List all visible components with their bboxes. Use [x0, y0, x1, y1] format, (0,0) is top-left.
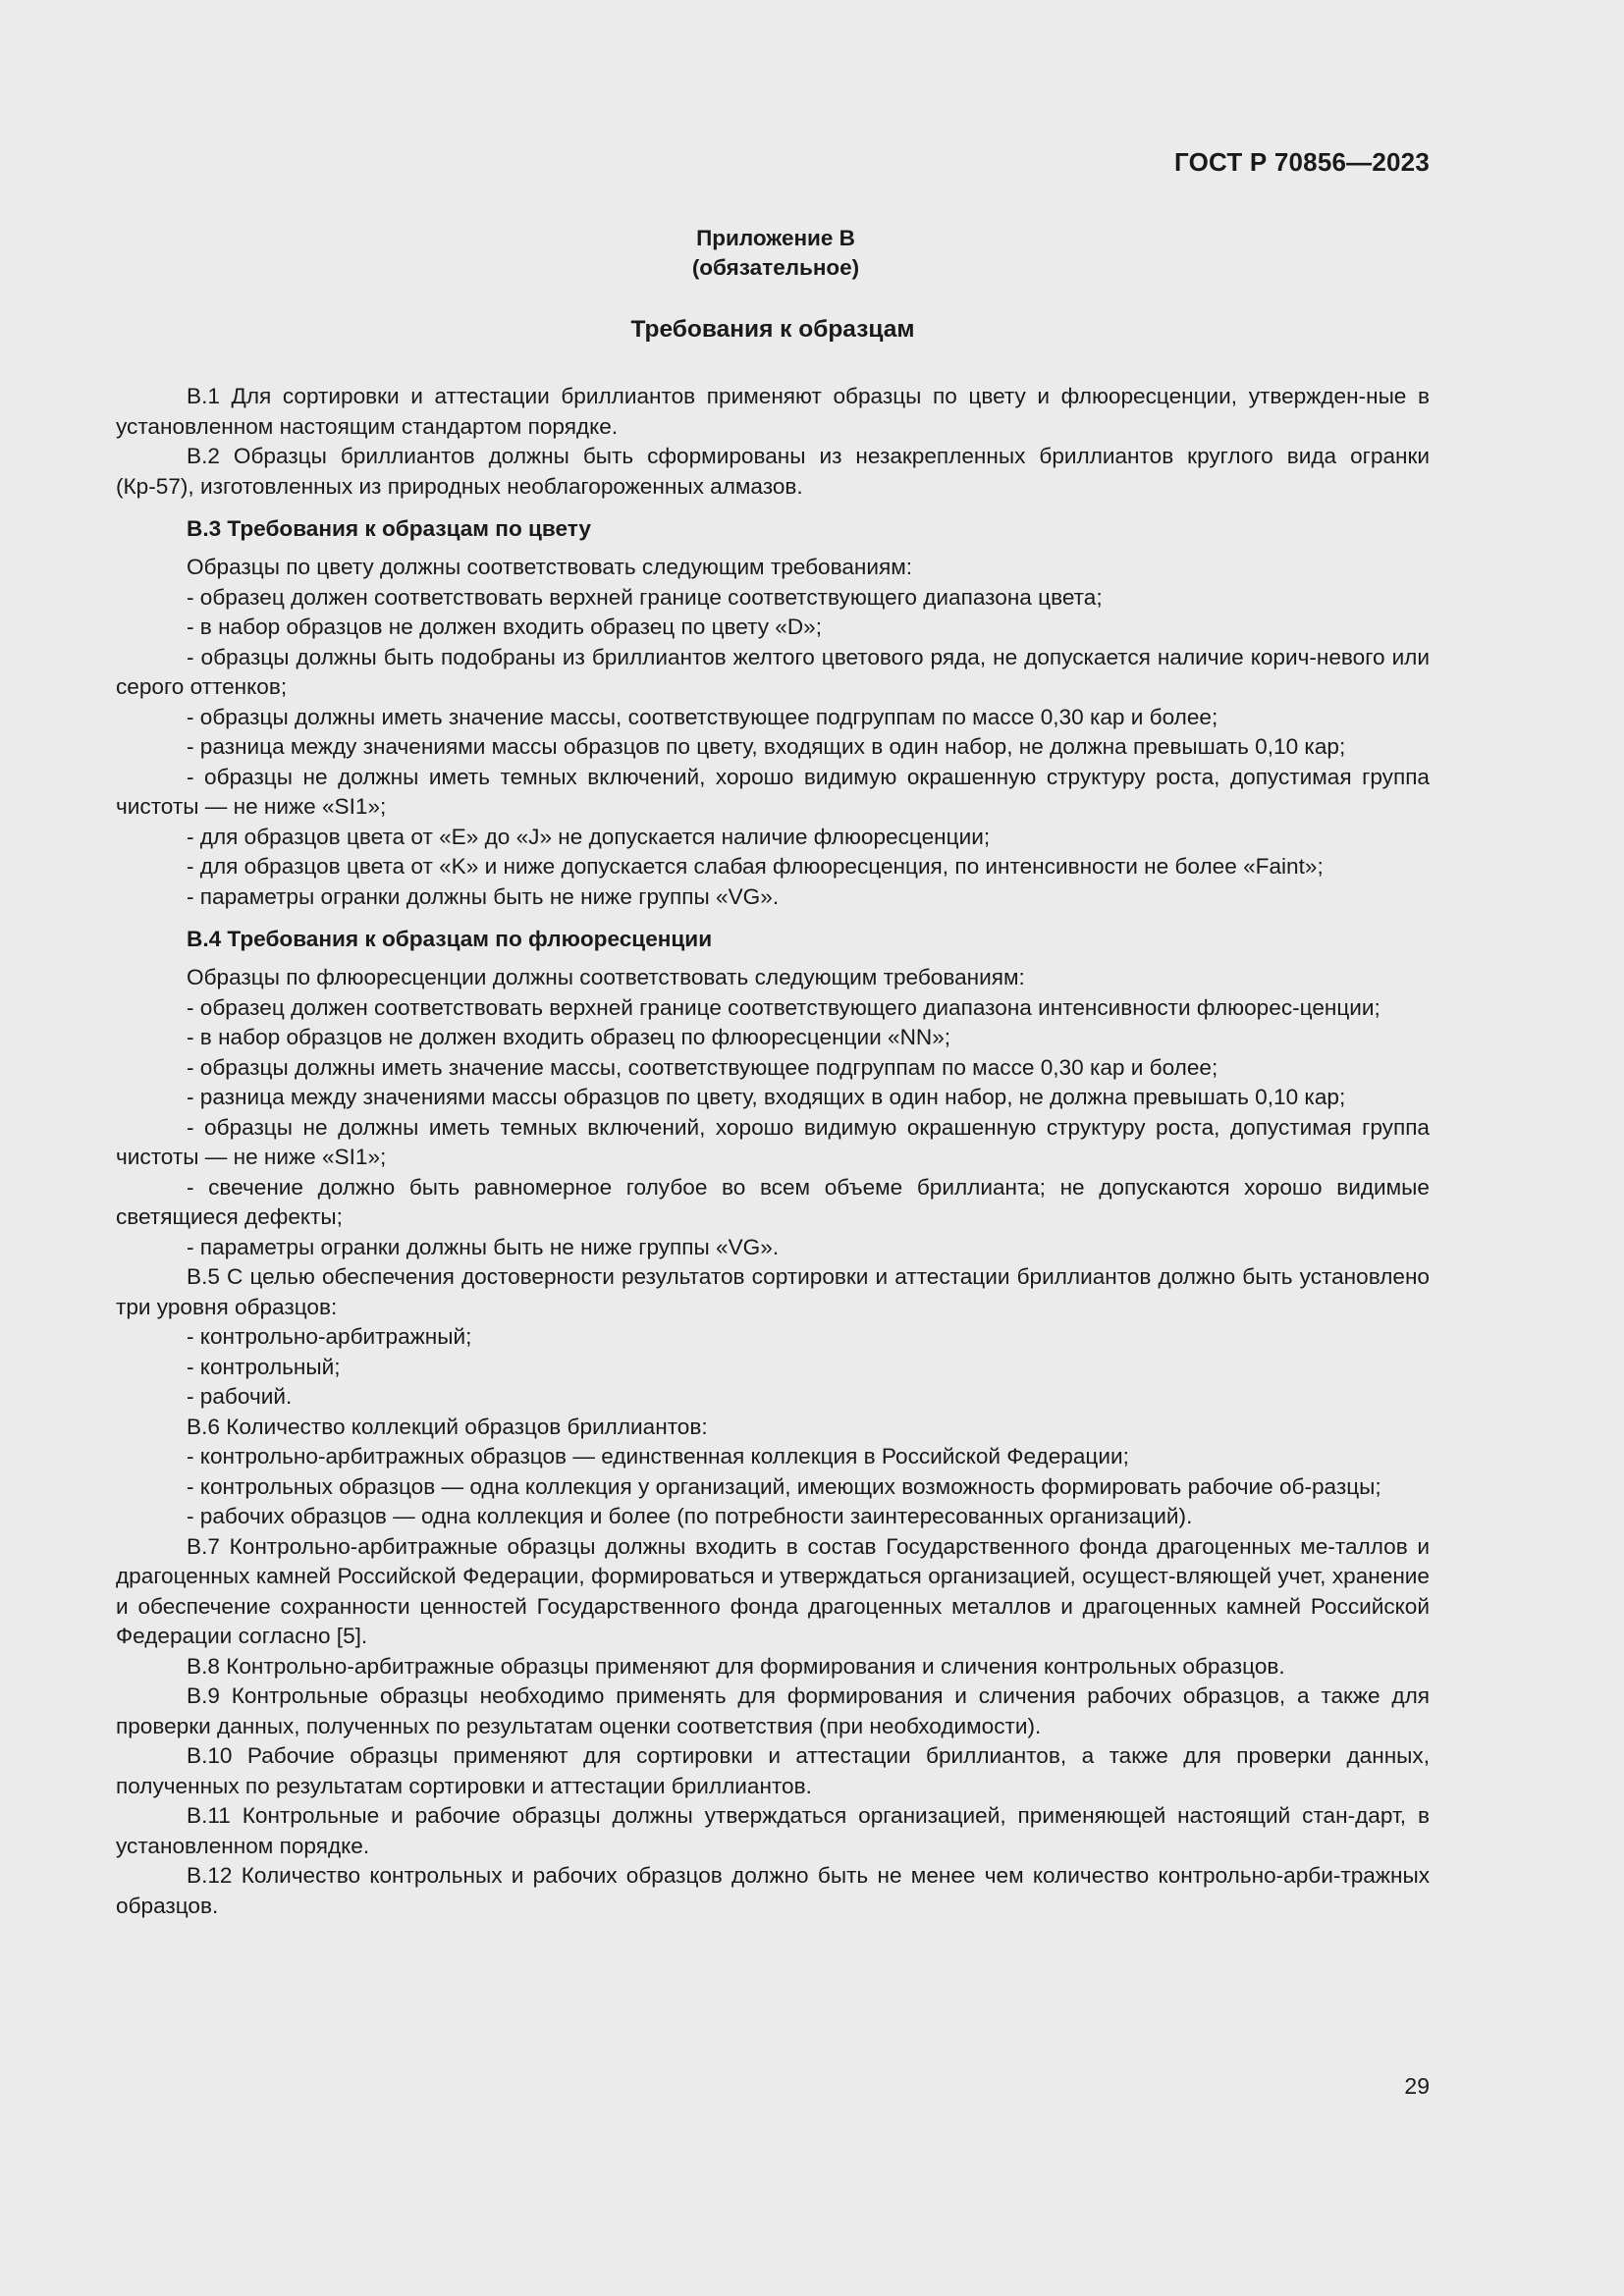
- paragraph-b2: В.2 Образцы бриллиантов должны быть сформированы из незакрепленных бриллиантов круглого вида огранки (Кр-57), изготовленных из природных необлагороженных алмазов.: [116, 444, 1430, 499]
- b4-item: - свечение должно быть равномерное голубое во всем объеме бриллианта; не допускаются хорошо видимые светящиеся дефекты;: [116, 1174, 1430, 1229]
- b4-item: - параметры огранки должны быть не ниже группы «VG».: [187, 1234, 780, 1259]
- b3-item: - для образцов цвета от «K» и ниже допускается слабая флюоресценция, по интенсивности не более «Faint»;: [187, 854, 1324, 879]
- b3-item: - образцы не должны иметь темных включений, хорошо видимую окрашенную структуру роста, допустимая группа чистоты — не ниже «SI1»;: [116, 764, 1430, 819]
- standard-code: ГОСТ Р 70856—2023: [1174, 147, 1430, 177]
- document-body: [116, 382, 1430, 1921]
- appendix-status: (обязательное): [691, 255, 860, 280]
- b3-item: Образцы по цвету должны соответствовать следующим требованиям:: [187, 555, 913, 579]
- b4-item: - образцы не должны иметь темных включений, хорошо видимую окрашенную структуру роста, допустимая группа чистоты — не ниже «SI1»;: [116, 1114, 1430, 1169]
- appendix-heading: [0, 224, 1551, 283]
- b4-item: Образцы по флюоресценции должны соответствовать следующим требованиям:: [187, 965, 1025, 989]
- b3-item: - в набор образцов не должен входить образец по цвету «D»;: [187, 614, 823, 639]
- paragraph-b9: В.9 Контрольные образцы необходимо применять для формирования и сличения рабочих образцов, а также для проверки данных, полученных по результатам оценки соответствия (при необходимости).: [116, 1683, 1430, 1738]
- paragraph-b7: В.7 Контрольно-арбитражные образцы должны входить в состав Государственного фонда драгоценных ме-таллов и драгоценных камней Российской Федерации, формироваться и утверждаться организацией, осущест-вляющей учет, хранение и обеспечение сохранности ценностей Государственного фонда драгоценных металлов и драгоценных камней Российской Федерации согласно [5].: [116, 1533, 1430, 1648]
- b3-item: - для образцов цвета от «Е» до «J» не допускается наличие флюоресценции;: [187, 824, 991, 849]
- appendix-title: Приложение В: [696, 226, 855, 250]
- b4-item: - образцы должны иметь значение массы, соответствующее подгруппам по массе 0,30 кар и более;: [187, 1054, 1218, 1080]
- paragraph-b1: В.1 Для сортировки и аттестации бриллиантов применяют образцы по цвету и флюоресценции, утвержден-ные в установленном настоящим стандартом порядке.: [116, 384, 1430, 439]
- list-item: - рабочий.: [187, 1384, 293, 1409]
- paragraph-b12: В.12 Количество контрольных и рабочих образцов должно быть не менее чем количество контрольно-арби-тражных образцов.: [116, 1863, 1430, 1918]
- paragraph-b11: В.11 Контрольные и рабочие образцы должны утверждаться организацией, применяющей настоящий стан-дарт, в установленном порядке.: [116, 1803, 1430, 1858]
- heading-b3: В.3 Требования к образцам по цвету: [187, 516, 591, 541]
- list-item: - контрольно-арбитражный;: [187, 1324, 472, 1349]
- b4-item: - разница между значениями массы образцов по цвету, входящих в один набор, не должна превышать 0,10 кар;: [187, 1085, 1346, 1109]
- paragraph-b6: В.6 Количество коллекций образцов бриллиантов:: [187, 1414, 708, 1439]
- b3-item: - образцы должны иметь значение массы, соответствующее подгруппам по массе 0,30 кар и более;: [187, 704, 1218, 729]
- b3-item: - образец должен соответствовать верхней границе соответствующего диапазона цвета;: [187, 584, 1103, 610]
- list-item: - контрольно-арбитражных образцов — единственная коллекция в Российской Федерации;: [187, 1444, 1129, 1468]
- b3-item: - образцы должны быть подобраны из бриллиантов желтого цветового ряда, не допускается наличие корич-невого или серого оттенков;: [116, 644, 1430, 699]
- paragraph-b5: В.5 С целью обеспечения достоверности результатов сортировки и аттестации бриллиантов должно быть установлено три уровня образцов:: [116, 1264, 1430, 1319]
- b3-item: - параметры огранки должны быть не ниже группы «VG».: [187, 883, 780, 909]
- b4-item: - образец должен соответствовать верхней границе соответствующего диапазона интенсивности флюорес-ценции;: [187, 994, 1380, 1020]
- paragraph-b10: В.10 Рабочие образцы применяют для сортировки и аттестации бриллиантов, а также для проверки данных, полученных по результатам сортировки и аттестации бриллиантов.: [116, 1743, 1430, 1798]
- list-item: - контрольных образцов — одна коллекция у организаций, имеющих возможность формировать рабочие об-разцы;: [187, 1473, 1381, 1499]
- b4-item: - в набор образцов не должен входить образец по флюоресценции «NN»;: [187, 1025, 951, 1049]
- paragraph-b8: В.8 Контрольно-арбитражные образцы применяют для формирования и сличения контрольных образцов.: [187, 1653, 1285, 1679]
- page-number: 29: [1404, 2073, 1430, 2099]
- heading-b4: В.4 Требования к образцам по флюоресценции: [187, 927, 713, 951]
- b3-item: - разница между значениями массы образцов по цвету, входящих в один набор, не должна превышать 0,10 кар;: [187, 734, 1346, 759]
- list-item: - контрольный;: [187, 1354, 341, 1379]
- list-item: - рабочих образцов — одна коллекция и более (по потребности заинтересованных организаций).: [187, 1504, 1193, 1528]
- section-title: Требования к образцам: [630, 316, 915, 343]
